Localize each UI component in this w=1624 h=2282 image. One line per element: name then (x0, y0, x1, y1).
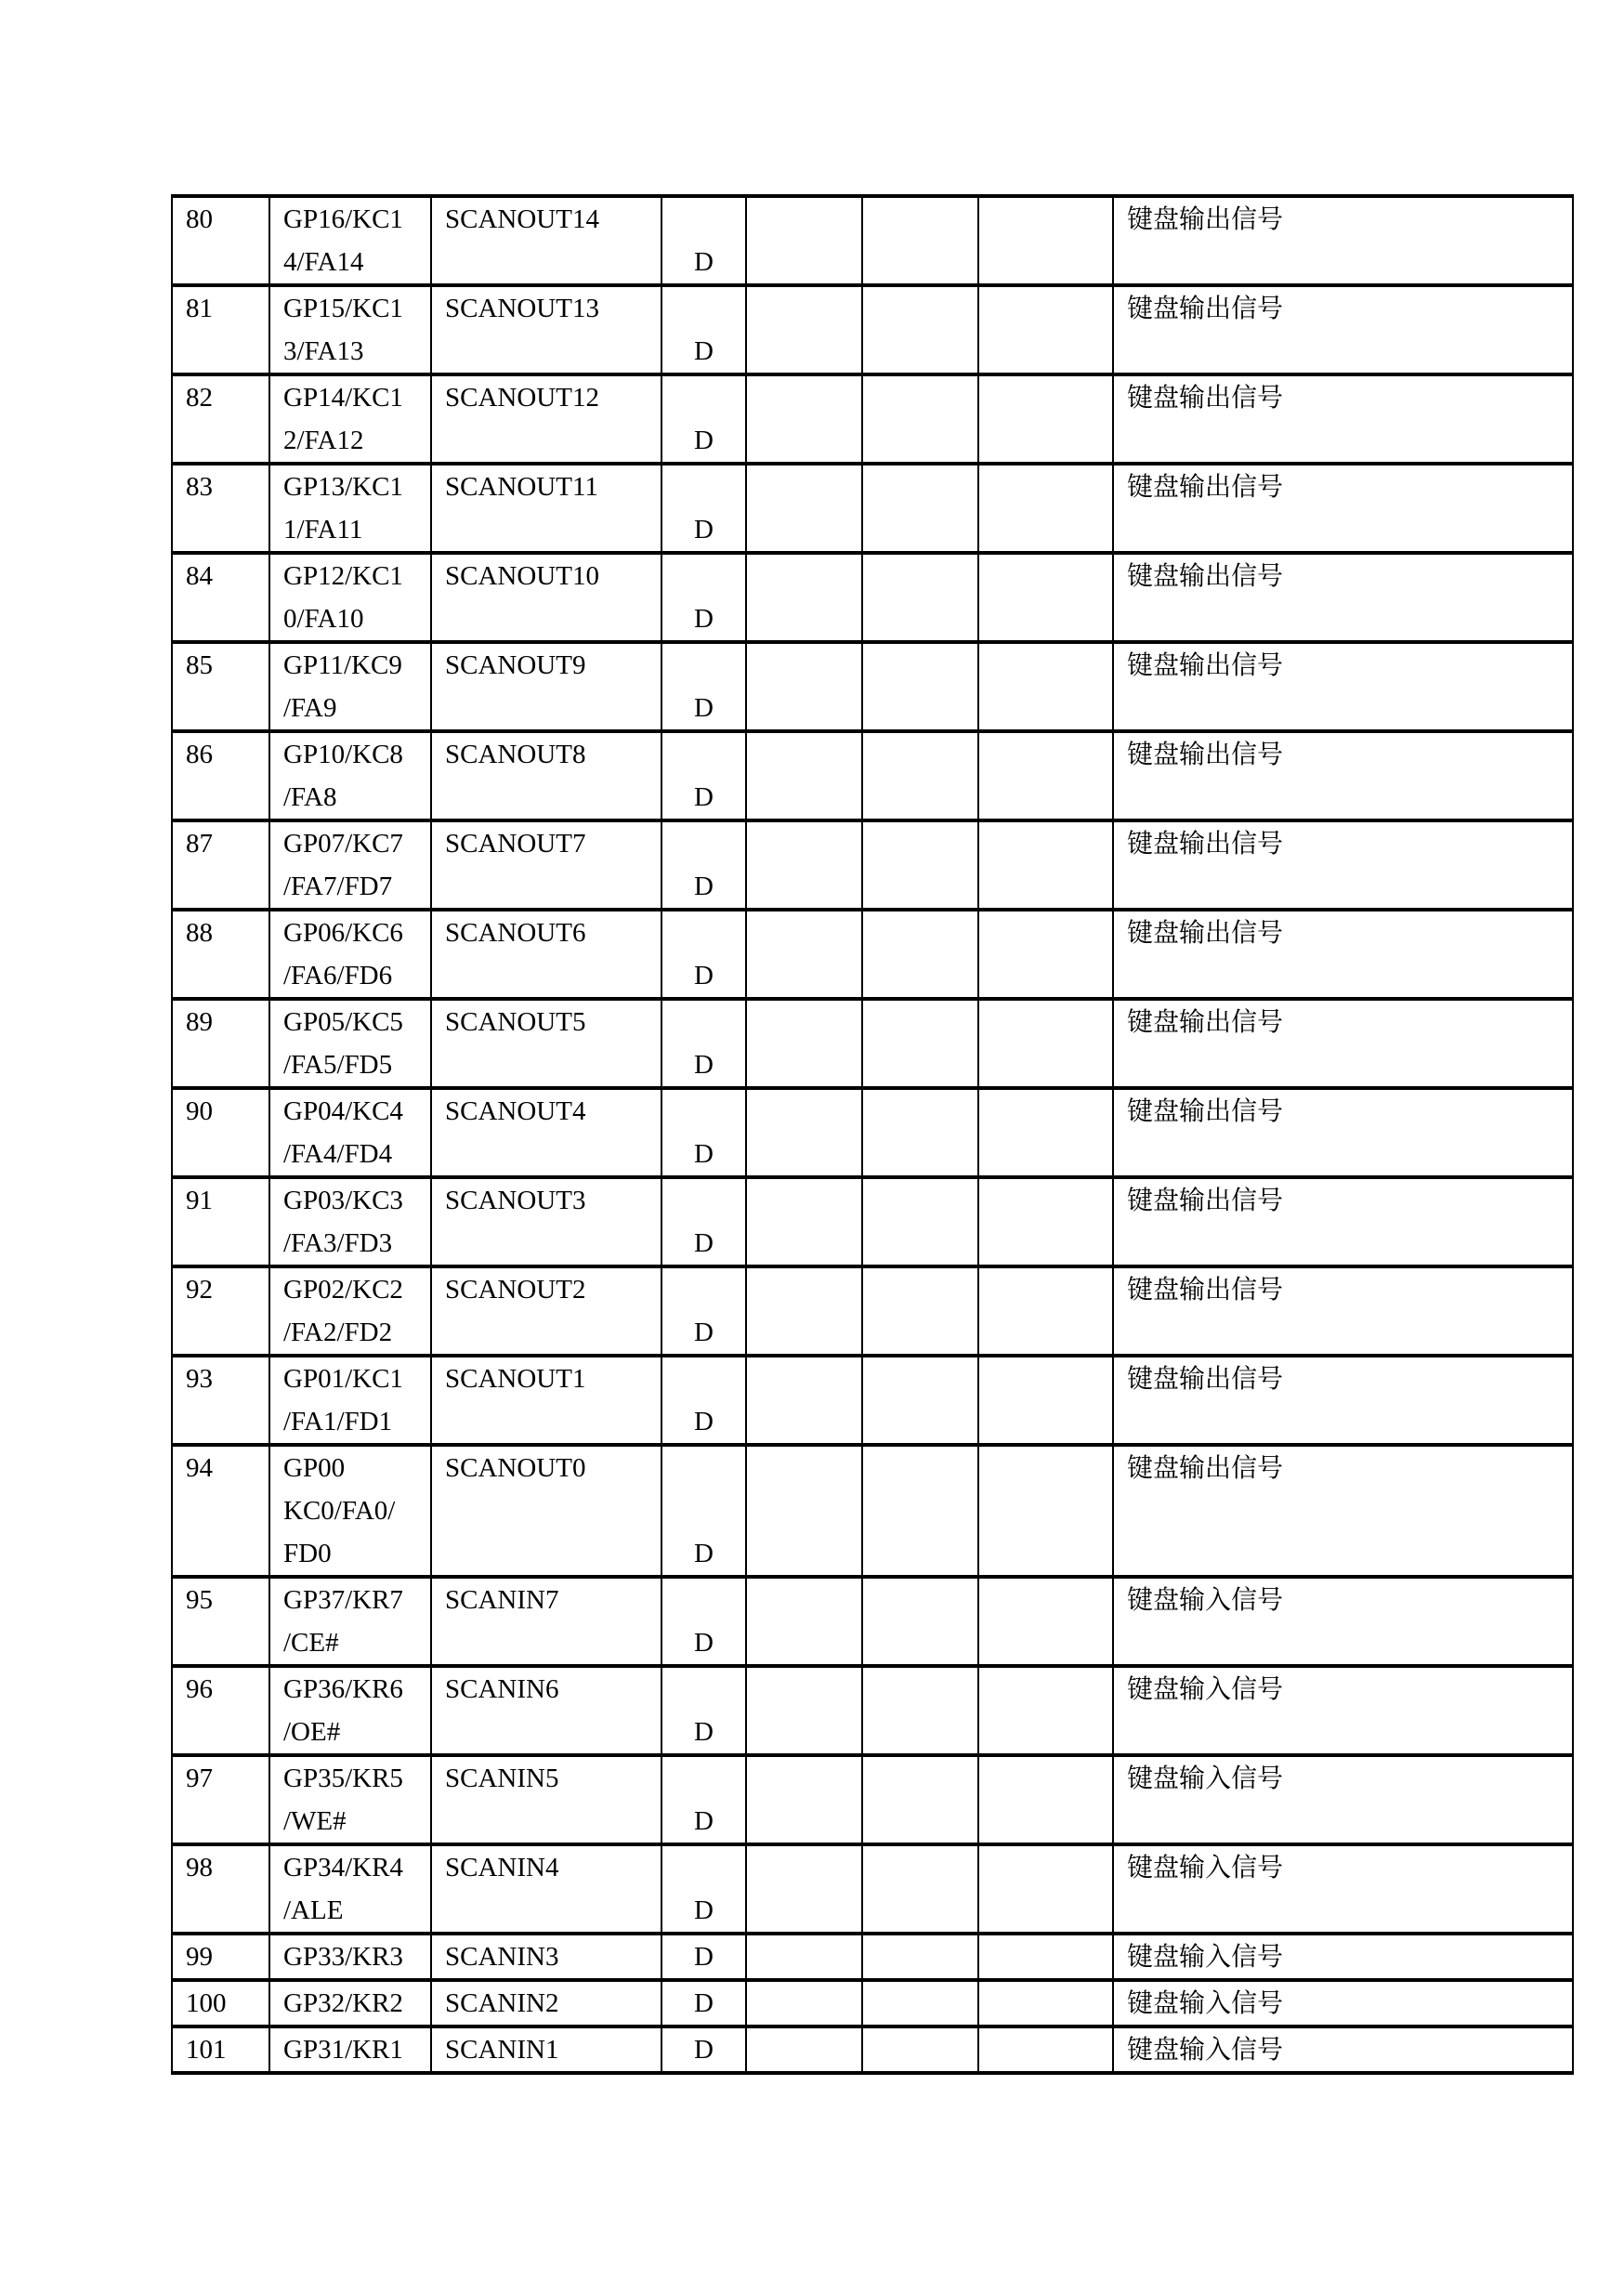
type-cell: D (661, 464, 746, 553)
empty-cell (978, 1666, 1113, 1755)
pin-number-cell: 82 (172, 374, 269, 464)
pin-number-cell: 88 (172, 910, 269, 999)
empty-cell (862, 731, 978, 820)
pin-number-cell: 94 (172, 1445, 269, 1577)
pin-number-cell: 84 (172, 553, 269, 642)
empty-cell (746, 464, 862, 553)
empty-cell (862, 553, 978, 642)
pin-name-cell: GP34/KR4 /ALE (269, 1844, 431, 1934)
empty-cell (746, 285, 862, 374)
empty-cell (978, 1356, 1113, 1445)
pin-number-cell: 92 (172, 1266, 269, 1356)
function-cell: SCANOUT1 (431, 1356, 661, 1445)
pin-name-cell: GP31/KR1 (269, 2026, 431, 2073)
empty-cell (862, 910, 978, 999)
type-cell: D (661, 1980, 746, 2026)
pin-table-body (172, 196, 1573, 2073)
description-cell: 键盘输入信号 (1113, 1844, 1573, 1934)
pin-name-cell: GP32/KR2 (269, 1980, 431, 2026)
type-cell: D (661, 2026, 746, 2073)
function-cell: SCANOUT14 (431, 196, 661, 285)
empty-cell (978, 1755, 1113, 1844)
description-cell: 键盘输出信号 (1113, 374, 1573, 464)
empty-cell (746, 196, 862, 285)
description-cell: 键盘输出信号 (1113, 196, 1573, 285)
empty-cell (746, 1266, 862, 1356)
type-cell: D (661, 1934, 746, 1980)
table-row (172, 1934, 1573, 1980)
function-cell: SCANIN2 (431, 1980, 661, 2026)
table-row (172, 1356, 1573, 1445)
empty-cell (862, 196, 978, 285)
empty-cell (978, 1577, 1113, 1666)
empty-cell (978, 910, 1113, 999)
pin-number-cell: 100 (172, 1980, 269, 2026)
empty-cell (746, 642, 862, 731)
empty-cell (862, 374, 978, 464)
function-cell: SCANIN6 (431, 1666, 661, 1755)
type-cell: D (661, 1844, 746, 1934)
type-cell: D (661, 642, 746, 731)
empty-cell (862, 1577, 978, 1666)
pin-name-cell: GP37/KR7 /CE# (269, 1577, 431, 1666)
type-cell: D (661, 731, 746, 820)
pin-number-cell: 101 (172, 2026, 269, 2073)
pin-number-cell: 87 (172, 820, 269, 910)
empty-cell (746, 910, 862, 999)
pin-number-cell: 81 (172, 285, 269, 374)
empty-cell (978, 820, 1113, 910)
description-cell: 键盘输出信号 (1113, 1445, 1573, 1577)
description-cell: 键盘输出信号 (1113, 553, 1573, 642)
table-row (172, 1266, 1573, 1356)
pin-number-cell: 85 (172, 642, 269, 731)
type-cell: D (661, 1666, 746, 1755)
pin-name-cell: GP12/KC1 0/FA10 (269, 553, 431, 642)
function-cell: SCANIN1 (431, 2026, 661, 2073)
function-cell: SCANOUT0 (431, 1445, 661, 1577)
type-cell: D (661, 820, 746, 910)
pin-name-cell: GP35/KR5 /WE# (269, 1755, 431, 1844)
empty-cell (862, 1934, 978, 1980)
empty-cell (746, 1666, 862, 1755)
description-cell: 键盘输入信号 (1113, 2026, 1573, 2073)
function-cell: SCANOUT4 (431, 1088, 661, 1177)
table-row (172, 910, 1573, 999)
description-cell: 键盘输入信号 (1113, 1934, 1573, 1980)
pin-name-cell: GP13/KC1 1/FA11 (269, 464, 431, 553)
description-cell: 键盘输出信号 (1113, 285, 1573, 374)
description-cell: 键盘输入信号 (1113, 1577, 1573, 1666)
pin-name-cell: GP36/KR6 /OE# (269, 1666, 431, 1755)
table-row (172, 642, 1573, 731)
pin-number-cell: 89 (172, 999, 269, 1088)
empty-cell (978, 1266, 1113, 1356)
empty-cell (746, 1577, 862, 1666)
empty-cell (746, 1177, 862, 1266)
description-cell: 键盘输出信号 (1113, 1266, 1573, 1356)
function-cell: SCANOUT7 (431, 820, 661, 910)
description-cell: 键盘输出信号 (1113, 642, 1573, 731)
pin-number-cell: 98 (172, 1844, 269, 1934)
empty-cell (862, 1666, 978, 1755)
table-row (172, 1177, 1573, 1266)
empty-cell (978, 999, 1113, 1088)
function-cell: SCANOUT2 (431, 1266, 661, 1356)
pin-number-cell: 90 (172, 1088, 269, 1177)
function-cell: SCANIN5 (431, 1755, 661, 1844)
function-cell: SCANOUT11 (431, 464, 661, 553)
empty-cell (978, 196, 1113, 285)
function-cell: SCANOUT9 (431, 642, 661, 731)
type-cell: D (661, 553, 746, 642)
empty-cell (746, 1088, 862, 1177)
pin-table (171, 194, 1574, 2075)
pin-name-cell: GP06/KC6 /FA6/FD6 (269, 910, 431, 999)
table-row (172, 2026, 1573, 2073)
empty-cell (978, 1088, 1113, 1177)
pin-name-cell: GP01/KC1 /FA1/FD1 (269, 1356, 431, 1445)
function-cell: SCANOUT8 (431, 731, 661, 820)
empty-cell (746, 1755, 862, 1844)
function-cell: SCANOUT5 (431, 999, 661, 1088)
table-row (172, 1666, 1573, 1755)
table-row (172, 285, 1573, 374)
table-row (172, 196, 1573, 285)
type-cell: D (661, 1266, 746, 1356)
empty-cell (746, 820, 862, 910)
function-cell: SCANOUT10 (431, 553, 661, 642)
table-row (172, 374, 1573, 464)
table-row (172, 1980, 1573, 2026)
pin-name-cell: GP03/KC3 /FA3/FD3 (269, 1177, 431, 1266)
function-cell: SCANOUT13 (431, 285, 661, 374)
description-cell: 键盘输入信号 (1113, 1755, 1573, 1844)
pin-number-cell: 93 (172, 1356, 269, 1445)
table-row (172, 1577, 1573, 1666)
empty-cell (862, 1356, 978, 1445)
type-cell: D (661, 285, 746, 374)
pin-number-cell: 97 (172, 1755, 269, 1844)
pin-name-cell: GP04/KC4 /FA4/FD4 (269, 1088, 431, 1177)
pin-name-cell: GP33/KR3 (269, 1934, 431, 1980)
empty-cell (978, 285, 1113, 374)
description-cell: 键盘输出信号 (1113, 731, 1573, 820)
empty-cell (978, 1177, 1113, 1266)
empty-cell (978, 374, 1113, 464)
description-cell: 键盘输出信号 (1113, 1088, 1573, 1177)
table-row (172, 820, 1573, 910)
empty-cell (746, 1980, 862, 2026)
pin-name-cell: GP02/KC2 /FA2/FD2 (269, 1266, 431, 1356)
pin-number-cell: 99 (172, 1934, 269, 1980)
pin-name-cell: GP15/KC1 3/FA13 (269, 285, 431, 374)
pin-name-cell: GP11/KC9 /FA9 (269, 642, 431, 731)
function-cell: SCANIN3 (431, 1934, 661, 1980)
empty-cell (978, 2026, 1113, 2073)
type-cell: D (661, 1577, 746, 1666)
pin-name-cell: GP00 KC0/FA0/ FD0 (269, 1445, 431, 1577)
table-row (172, 1088, 1573, 1177)
empty-cell (862, 1844, 978, 1934)
empty-cell (978, 464, 1113, 553)
description-cell: 键盘输入信号 (1113, 1666, 1573, 1755)
empty-cell (862, 1980, 978, 2026)
empty-cell (862, 464, 978, 553)
description-cell: 键盘输出信号 (1113, 910, 1573, 999)
pin-number-cell: 91 (172, 1177, 269, 1266)
type-cell: D (661, 1356, 746, 1445)
description-cell: 键盘输出信号 (1113, 464, 1573, 553)
type-cell: D (661, 1755, 746, 1844)
pin-name-cell: GP16/KC1 4/FA14 (269, 196, 431, 285)
empty-cell (746, 1934, 862, 1980)
empty-cell (978, 731, 1113, 820)
pin-number-cell: 80 (172, 196, 269, 285)
table-row (172, 553, 1573, 642)
empty-cell (978, 553, 1113, 642)
table-row (172, 1844, 1573, 1934)
type-cell: D (661, 1445, 746, 1577)
empty-cell (862, 1177, 978, 1266)
type-cell: D (661, 910, 746, 999)
empty-cell (862, 285, 978, 374)
pin-name-cell: GP14/KC1 2/FA12 (269, 374, 431, 464)
description-cell: 键盘输入信号 (1113, 1980, 1573, 2026)
empty-cell (862, 1755, 978, 1844)
table-row (172, 999, 1573, 1088)
pin-name-cell: GP05/KC5 /FA5/FD5 (269, 999, 431, 1088)
empty-cell (978, 642, 1113, 731)
table-row (172, 1755, 1573, 1844)
pin-number-cell: 96 (172, 1666, 269, 1755)
table-row (172, 1445, 1573, 1577)
description-cell: 键盘输出信号 (1113, 1177, 1573, 1266)
pin-number-cell: 83 (172, 464, 269, 553)
empty-cell (862, 642, 978, 731)
empty-cell (746, 2026, 862, 2073)
empty-cell (978, 1980, 1113, 2026)
empty-cell (746, 1844, 862, 1934)
pin-name-cell: GP07/KC7 /FA7/FD7 (269, 820, 431, 910)
function-cell: SCANOUT6 (431, 910, 661, 999)
type-cell: D (661, 196, 746, 285)
function-cell: SCANOUT3 (431, 1177, 661, 1266)
empty-cell (862, 999, 978, 1088)
empty-cell (862, 1266, 978, 1356)
description-cell: 键盘输出信号 (1113, 820, 1573, 910)
empty-cell (978, 1844, 1113, 1934)
empty-cell (862, 1445, 978, 1577)
empty-cell (862, 1088, 978, 1177)
pin-name-cell: GP10/KC8 /FA8 (269, 731, 431, 820)
type-cell: D (661, 999, 746, 1088)
empty-cell (978, 1445, 1113, 1577)
pin-number-cell: 86 (172, 731, 269, 820)
function-cell: SCANIN4 (431, 1844, 661, 1934)
empty-cell (746, 374, 862, 464)
type-cell: D (661, 1088, 746, 1177)
function-cell: SCANIN7 (431, 1577, 661, 1666)
empty-cell (746, 1356, 862, 1445)
empty-cell (746, 999, 862, 1088)
empty-cell (978, 1934, 1113, 1980)
empty-cell (746, 1445, 862, 1577)
type-cell: D (661, 374, 746, 464)
table-row (172, 731, 1573, 820)
table-row (172, 464, 1573, 553)
description-cell: 键盘输出信号 (1113, 999, 1573, 1088)
empty-cell (862, 2026, 978, 2073)
empty-cell (746, 731, 862, 820)
description-cell: 键盘输出信号 (1113, 1356, 1573, 1445)
empty-cell (862, 820, 978, 910)
function-cell: SCANOUT12 (431, 374, 661, 464)
pin-number-cell: 95 (172, 1577, 269, 1666)
type-cell: D (661, 1177, 746, 1266)
empty-cell (746, 553, 862, 642)
